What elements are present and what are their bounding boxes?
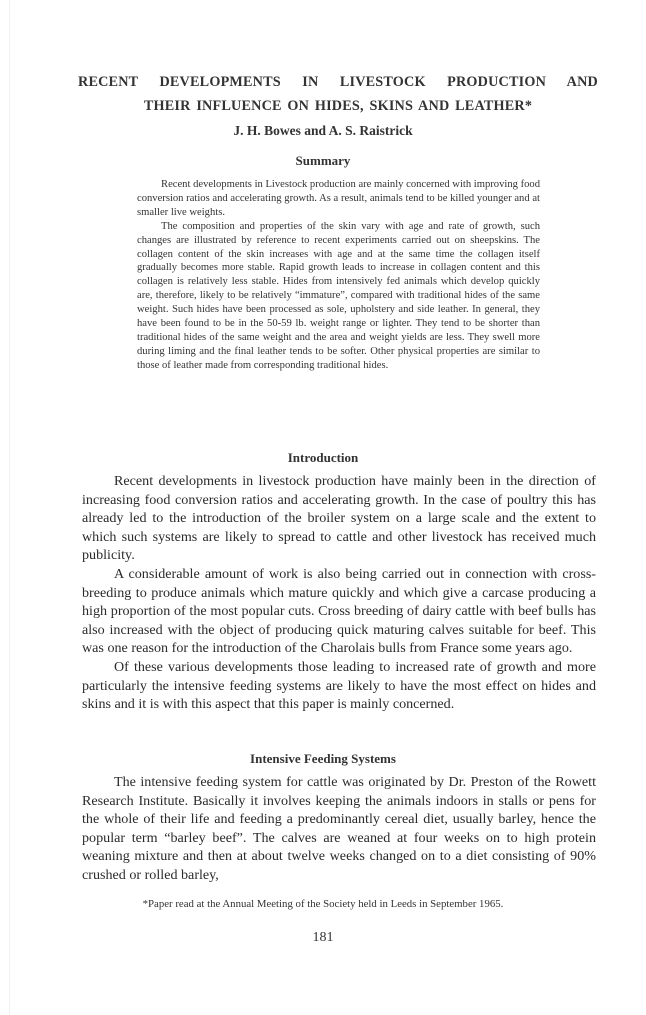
introduction-heading: Introduction [287, 450, 359, 465]
summary-section [137, 178, 540, 373]
title-line-1: RECENT DEVELOPMENTS IN LIVESTOCK PRODUCTION AND [78, 74, 598, 90]
introduction-section [82, 472, 596, 714]
intensive-feeding-heading: Intensive Feeding Systems [250, 751, 396, 766]
body-paragraph: A considerable amount of work is also being carried out in connection with cross-breeding to produce animals which mature quickly and which give a carcase producing a high proportion of the most popular cuts. Cross breeding of dairy cattle with beef bulls has also increased with the object of producing quick maturing calves suitable for beef. This was one reason for the introduction of the Charolais bulls from France some years ago. [82, 565, 596, 657]
body-paragraph: The intensive feeding system for cattle was originated by Dr. Preston of the Rowett Research Institute. Basically it involves keeping the animals indoors in stalls or pens for the whole of their life and feeding a predominantly cereal diet, usually barley, hence the popular term “barley beef”. The calves are weaned at four weeks on to high protein weaning mixture and then at about twelve weeks changed on to a diet consisting of 90% crushed or rolled barley, [82, 774, 596, 883]
footnote: *Paper read at the Annual Meeting of the Society held in Leeds in September 1965. [142, 898, 504, 910]
page-number: 181 [312, 930, 334, 945]
body-paragraph: Recent developments in livestock production have mainly been in the direction of increasing food conversion ratios and accelerating growth. In the case of poultry this has already led to the introduction of the broiler system on a large scale and the extent to which such systems are likely to spread to cattle and other livestock has received much publicity. [82, 473, 596, 564]
title-line-2: THEIR INFLUENCE ON HIDES, SKINS AND LEATHER* [143, 98, 533, 114]
summary-paragraph: Recent developments in Livestock production are mainly concerned with improving food conversion ratios and accelerating growth. As a result, animals tend to be killed younger and at smaller live weights. [137, 179, 540, 218]
intensive-feeding-section [82, 773, 596, 885]
authors: J. H. Bowes and A. S. Raistrick [233, 123, 413, 138]
summary-paragraph: The composition and properties of the skin vary with age and rate of growth, such changes are illustrated by reference to recent experiments carried out on sheepskins. The collagen content of the skin increases with age and at the same time the collagen itself gradually becomes more stable. Rapid growth leads to increase in collagen content and this collagen is relatively less stable. Hides from intensively fed animals which develop quickly are, therefore, likely to be relatively “immature”, compared with traditional hides of the same weight. Such hides have been processed as sole, upholstery and side leather. In general, they have been found to be in the 50-59 lb. weight range or lighter. They tend to be shorter than traditional hides of the same weight and the area and weight yields are less. They swell more during liming and the final leather tends to be softer. Other physical properties are similar to those of leather made from corresponding traditional hides. [137, 220, 540, 371]
body-paragraph: Of these various developments those leading to increased rate of growth and more particularly the intensive feeding systems are likely to have the most effect on hides and skins and it is with this aspect that this paper is mainly concerned. [82, 658, 596, 713]
paper-title [78, 70, 598, 118]
summary-heading: Summary [295, 153, 351, 168]
